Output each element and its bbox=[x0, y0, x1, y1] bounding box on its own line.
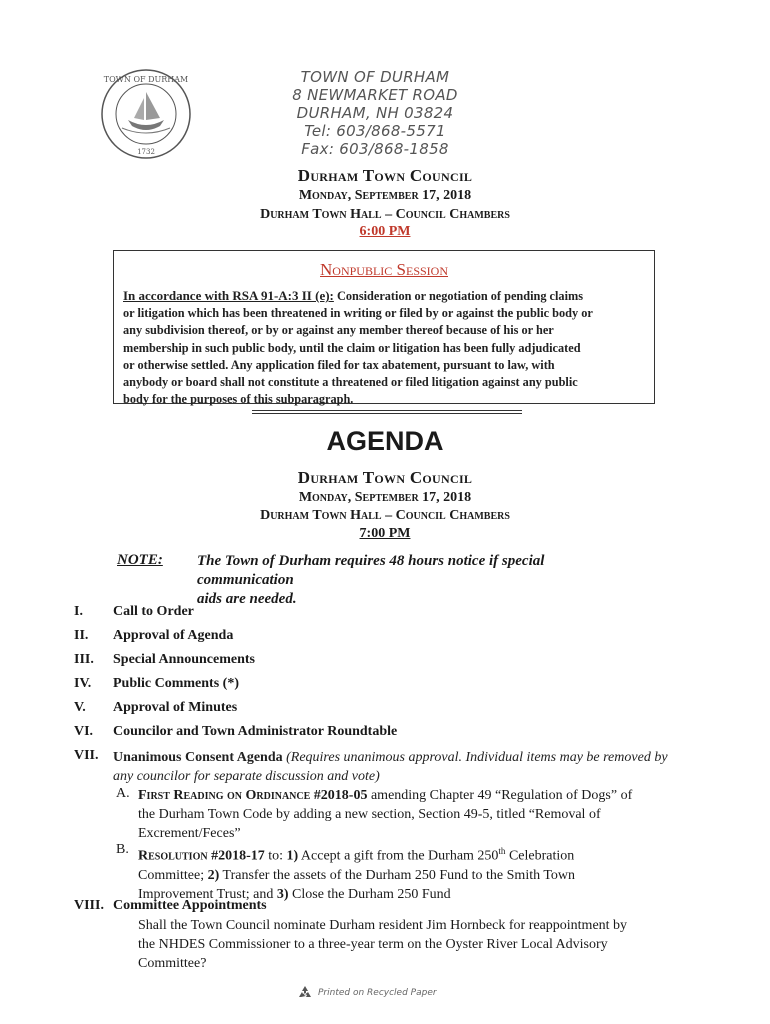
ordinance-line-3: Excrement/Feces” bbox=[138, 826, 241, 841]
item-number: VI. bbox=[74, 724, 94, 739]
committee-line-2: the NHDES Commissioner to a three-year term on the Oyster River Local Advisory bbox=[138, 937, 608, 952]
nonpublic-time: 6:00 PM bbox=[359, 224, 411, 239]
ordinance-title: First Reading on Ordinance #2018-05 bbox=[138, 788, 368, 803]
resolution-text: Improvement Trust; and bbox=[138, 886, 277, 902]
consent-agenda-note-2: any councilor for separate discussion and vote) bbox=[113, 769, 380, 784]
committee-appointment-text bbox=[138, 916, 698, 973]
letterhead-city: DURHAM, NH 03824 bbox=[296, 104, 454, 122]
resolution-text: Committee; bbox=[138, 867, 208, 883]
seal-year: 1732 bbox=[137, 148, 155, 156]
box-line-2: or litigation which has been threatened in writing or filed by or against the public body or bbox=[123, 306, 593, 321]
consent-item-letter: B. bbox=[116, 842, 129, 857]
letterhead bbox=[180, 68, 570, 158]
nonpublic-session-box bbox=[113, 250, 655, 407]
agenda-item-call-to-order: Call to Order bbox=[113, 604, 194, 619]
note-label: NOTE: bbox=[117, 552, 163, 568]
resolution-num: 1) bbox=[286, 848, 299, 864]
letterhead-tel: Tel: 603/868-5571 bbox=[304, 122, 446, 140]
nonpublic-location: Durham Town Hall – Council Chambers bbox=[260, 207, 510, 222]
consent-item-letter: A. bbox=[116, 786, 130, 801]
box-line-4: membership in such public body, until the claim or litigation has been fully adjudicated bbox=[123, 340, 581, 355]
resolution-text: Transfer the assets of the Durham 250 Fund to the Smith Town bbox=[219, 867, 576, 883]
letterhead-fax: Fax: 603/868-1858 bbox=[301, 140, 449, 158]
rsa-reference: In accordance with RSA 91-A:3 II (e): bbox=[123, 288, 334, 303]
agenda-date: Monday, September 17, 2018 bbox=[298, 490, 472, 505]
box-line-1: Consideration or negotiation of pending claims bbox=[336, 289, 584, 303]
item-number: I. bbox=[74, 604, 83, 619]
resolution-num: 2) bbox=[207, 867, 220, 883]
resolution-text: Celebration bbox=[505, 848, 575, 864]
resolution-text: Close the Durham 250 Fund bbox=[288, 886, 451, 902]
agenda-location: Durham Town Hall – Council Chambers bbox=[260, 508, 510, 523]
agenda-council-title: Durham Town Council bbox=[297, 468, 473, 487]
agenda-item-roundtable: Councilor and Town Administrator Roundtable bbox=[113, 724, 398, 739]
agenda-item-consent-agenda bbox=[113, 748, 693, 786]
committee-line-3: Committee? bbox=[138, 956, 207, 971]
item-number: II. bbox=[74, 628, 89, 643]
box-line-5: or otherwise settled. Any application filed for tax abatement, pursuant to law, with bbox=[123, 357, 555, 372]
consent-agenda-label: Unanimous Consent Agenda bbox=[113, 750, 283, 765]
ordinance-line-2: the Durham Town Code by adding a new section, Section 49-5, titled “Removal of bbox=[138, 807, 601, 822]
agenda-title: AGENDA bbox=[326, 426, 444, 456]
consent-agenda-note-1: (Requires unanimous approval. Individual items may be removed by bbox=[286, 750, 668, 765]
note-line-1: The Town of Durham requires 48 hours notice if special communication bbox=[197, 553, 545, 588]
item-number: IV. bbox=[74, 676, 92, 691]
nonpublic-session-text bbox=[123, 287, 649, 408]
agenda-item-committee-appointments: Committee Appointments bbox=[113, 898, 267, 913]
item-number: V. bbox=[74, 700, 86, 715]
seal-text-top: TOWN OF DURHAM bbox=[103, 75, 189, 84]
resolution-sup: th bbox=[498, 846, 506, 856]
resolution-title: Resolution #2018-17 bbox=[138, 848, 265, 864]
recycled-paper-footer: Printed on Recycled Paper bbox=[318, 988, 437, 998]
box-line-6: anybody or board shall not constitute a threatened or filed litigation against any public bbox=[123, 375, 578, 390]
divider bbox=[252, 410, 522, 414]
agenda-item-public-comments: Public Comments (*) bbox=[113, 676, 239, 691]
ordinance-line-1: amending Chapter 49 “Regulation of Dogs” of bbox=[367, 788, 633, 803]
nonpublic-council-title: Durham Town Council bbox=[297, 166, 473, 185]
letterhead-town: TOWN OF DURHAM bbox=[300, 68, 450, 86]
town-seal-logo bbox=[100, 68, 192, 160]
agenda-time: 7:00 PM bbox=[359, 526, 411, 541]
agenda-item-approval-of-minutes: Approval of Minutes bbox=[113, 700, 238, 715]
agenda-item-approval-of-agenda: Approval of Agenda bbox=[113, 628, 234, 643]
committee-line-1: Shall the Town Council nominate Durham resident Jim Hornbeck for reappointment by bbox=[138, 918, 628, 933]
box-line-3: any subdivision thereof, or by or against any member thereof because of his or her bbox=[123, 323, 554, 338]
consent-item-resolution bbox=[138, 842, 698, 904]
recycle-icon bbox=[296, 984, 314, 1002]
box-line-7: body for the purposes of this subparagraph. bbox=[123, 392, 354, 407]
note-text bbox=[197, 552, 637, 609]
resolution-text: Accept a gift from the Durham 250 bbox=[298, 848, 499, 864]
item-number: VIII. bbox=[74, 898, 104, 913]
consent-item-ordinance bbox=[138, 786, 698, 843]
agenda-item-special-announcements: Special Announcements bbox=[113, 652, 255, 667]
item-number: VII. bbox=[74, 748, 99, 763]
nonpublic-session-title: Nonpublic Session bbox=[320, 260, 448, 279]
nonpublic-date: Monday, September 17, 2018 bbox=[298, 188, 472, 203]
note-line-2: aids are needed. bbox=[197, 591, 297, 607]
letterhead-address: 8 NEWMARKET ROAD bbox=[292, 86, 458, 104]
item-number: III. bbox=[74, 652, 94, 667]
resolution-text: to: bbox=[264, 848, 287, 864]
resolution-num: 3) bbox=[276, 886, 289, 902]
